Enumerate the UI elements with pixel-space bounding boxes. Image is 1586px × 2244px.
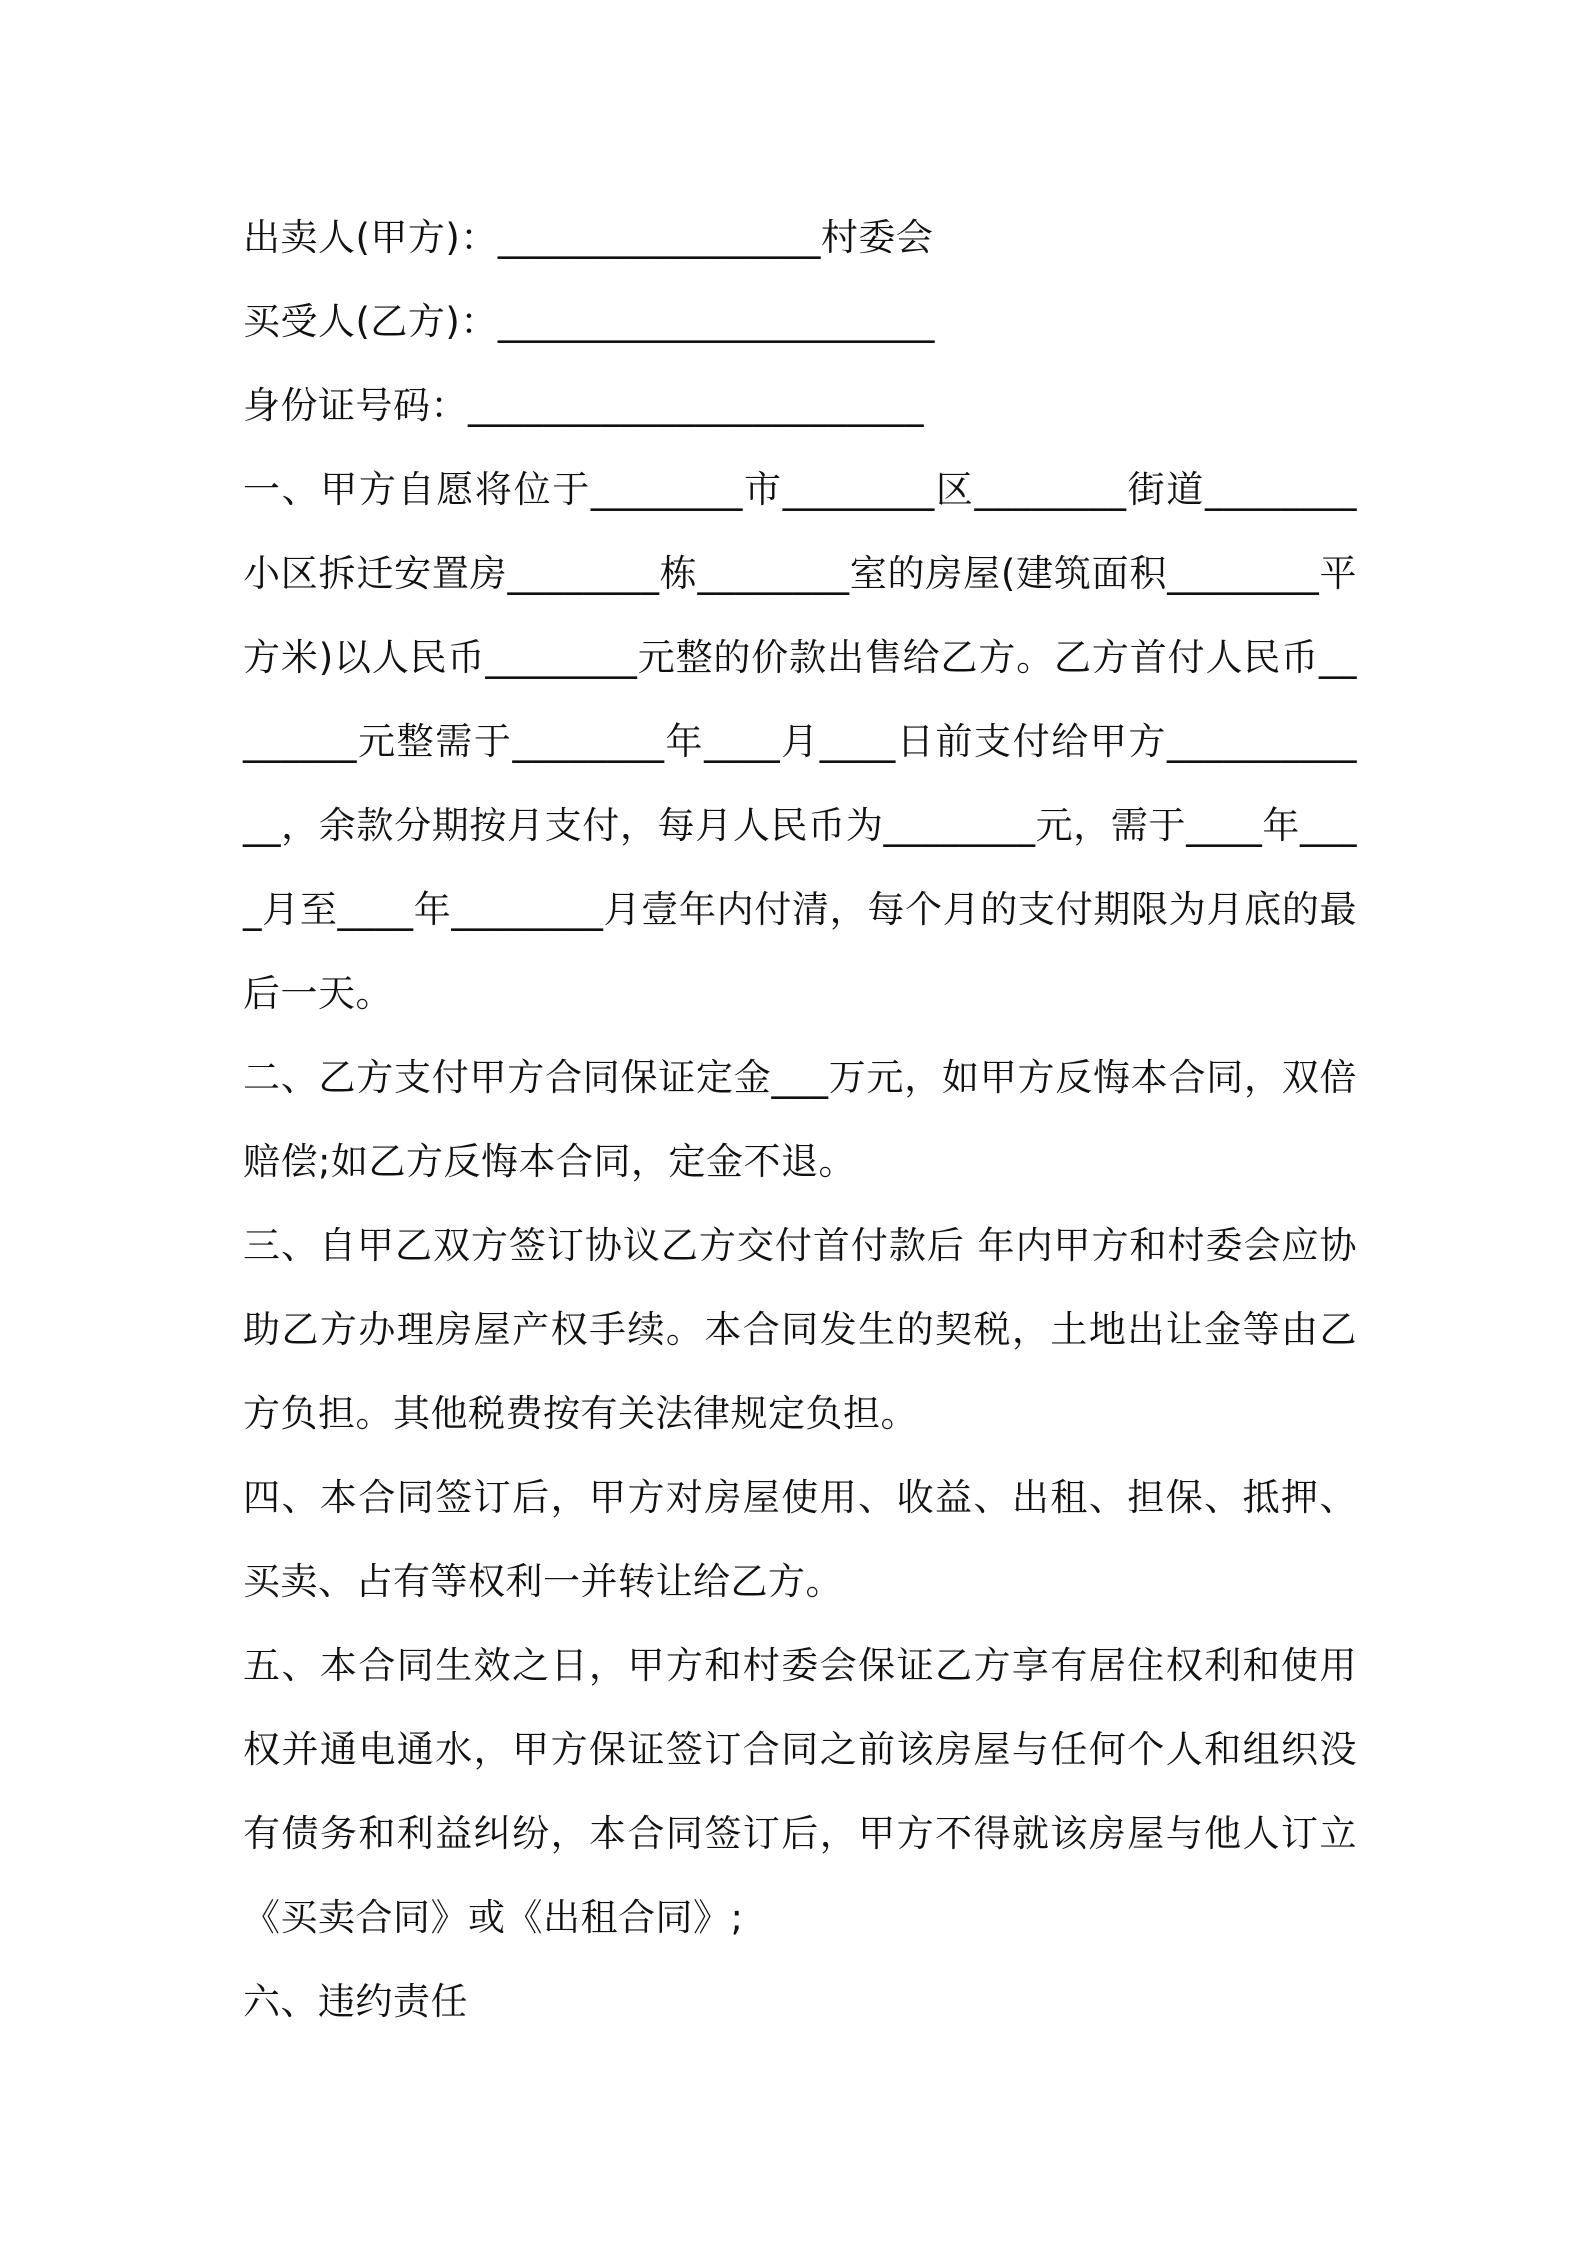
id-number-line: 身份证号码：________________________	[243, 384, 924, 427]
clause-6-heading: 六、违约责任	[243, 1980, 468, 2023]
clause-1-paragraph: 一、甲方自愿将位于________市________区________街道________小区拆迁安置房________栋________室的房屋(建筑面积________平方米)以人民币________元整的价款出售给乙方。乙方首付人民币________元整需于________年____月____日前支付给甲方____________，余款分期按月支付，每月人民币为________元，需于____年____月至____年________月壹年内付清，每个月的支付期限为月底的最后一天。	[243, 468, 1357, 1015]
buyer-line: 买受人(乙方)：_______________________	[243, 300, 935, 343]
clause-2-paragraph: 二、乙方支付甲方合同保证定金___万元，如甲方反悔本合同，双倍赔偿;如乙方反悔本合同，定金不退。	[243, 1056, 1357, 1183]
clause-3-paragraph: 三、自甲乙双方签订协议乙方交付首付款后 年内甲方和村委会应协助乙方办理房屋产权手续。本合同发生的契税，土地出让金等由乙方负担。其他税费按有关法律规定负担。	[243, 1224, 1357, 1435]
clause-5-paragraph: 五、本合同生效之日，甲方和村委会保证乙方享有居住权利和使用权并通电通水，甲方保证签订合同之前该房屋与任何个人和组织没有债务和利益纠纷，本合同签订后，甲方不得就该房屋与他人订立《买卖合同》或《出租合同》;	[243, 1644, 1357, 1939]
seller-line: 出卖人(甲方)：_________________村委会	[243, 216, 934, 259]
contract-body	[243, 196, 1357, 2044]
clause-4-paragraph: 四、本合同签订后，甲方对房屋使用、收益、出租、担保、抵押、买卖、占有等权利一并转让给乙方。	[243, 1476, 1357, 1603]
